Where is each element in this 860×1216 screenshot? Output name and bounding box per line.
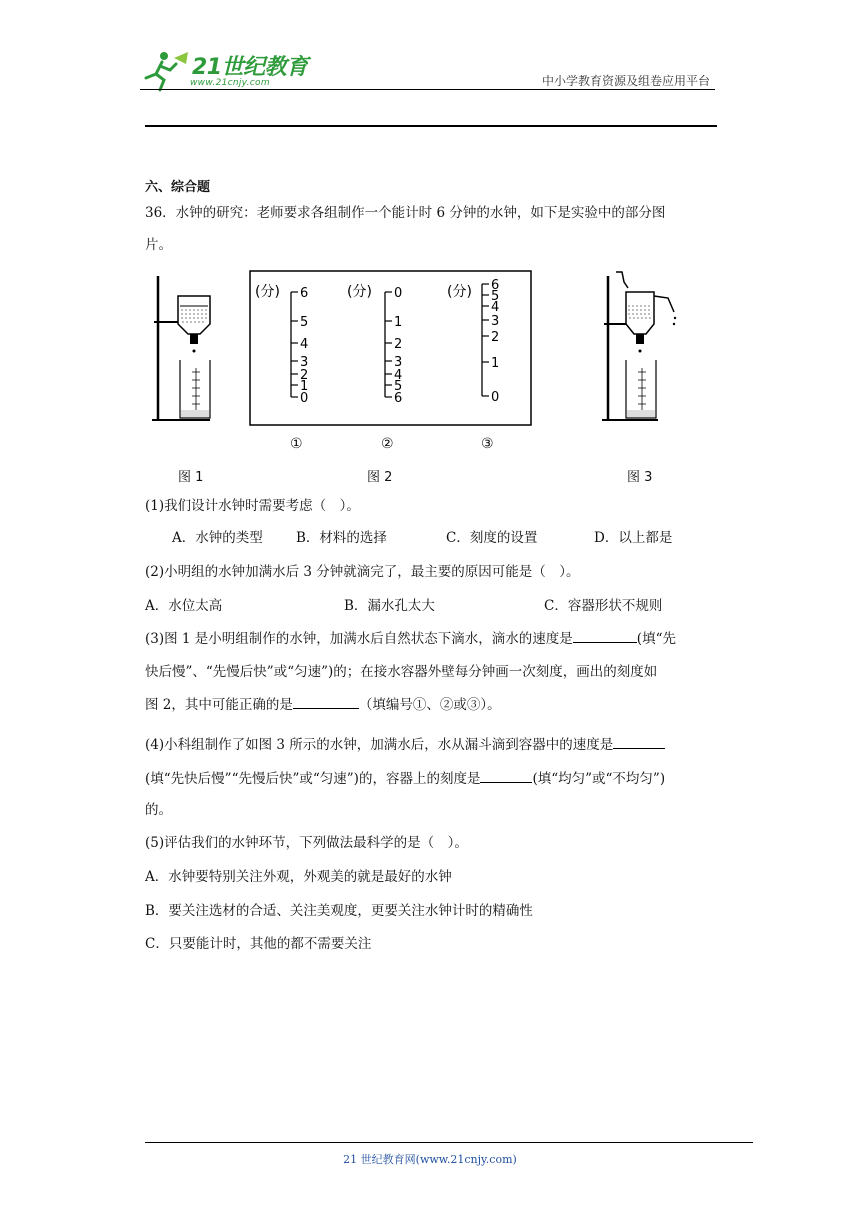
scale-2-tick-label: 6: [394, 391, 403, 406]
question-intro-line2: 片。: [145, 237, 172, 253]
scale-1-tick-label: 6: [300, 286, 309, 301]
scale-3-tick-label: 6: [491, 278, 500, 293]
scale-2-tick-label: 4: [394, 368, 403, 383]
circle-1: ①: [290, 436, 303, 452]
q4-line3: 的。: [145, 802, 172, 818]
circle-2: ②: [381, 436, 394, 452]
scale3-unit: (分): [447, 284, 472, 300]
scale-3-tick-label: 1: [491, 356, 500, 371]
q1-option-c: C．刻度的设置: [446, 530, 538, 546]
scale-3-tick-label: 5: [491, 289, 500, 304]
scale-1-tick-label: 4: [300, 337, 309, 352]
q2-stem: (2)小明组的水钟加满水后 3 分钟就滴完了，最主要的原因可能是（ ）。: [145, 564, 580, 580]
scale-3-tick-label: 4: [491, 300, 500, 315]
q3-blank-2[interactable]: [293, 694, 359, 709]
scale-3-tick-label: 3: [491, 314, 500, 329]
q1-option-b: B．材料的选择: [296, 530, 387, 546]
q3-line2: 快后慢”、“先慢后快”或“匀速”)的；在接水容器外壁每分钟画一次刻度，画出的刻度如: [145, 664, 658, 680]
q4-line2-end: (填“均匀”或“不均匀”): [532, 771, 666, 787]
section-title: 六、综合题: [145, 180, 211, 195]
q3-line1-end: (填“先: [636, 631, 676, 647]
q2-option-b: B．漏水孔太大: [344, 598, 435, 614]
q3-line1-text: (3)图 1 是小明组制作的水钟，加满水后自然状态下滴水，滴水的速度是: [145, 631, 573, 647]
scale-1-tick-label: 0: [300, 391, 309, 406]
scale-1-tick-label: 5: [300, 315, 309, 330]
logo-text: 21世纪教育: [192, 55, 308, 80]
q1-option-a: A．水钟的类型: [172, 530, 263, 546]
scale-1-tick-label: 1: [300, 379, 309, 394]
scale-3-tick-label: 0: [491, 390, 500, 405]
footer-text: 21 世纪教育网(www.21cnjy.com): [343, 1153, 517, 1166]
q2-option-a: A．水位太高: [145, 598, 223, 614]
figure-1: [150, 272, 225, 424]
figure-2: [249, 270, 532, 426]
scale-2-tick-label: 0: [394, 286, 403, 301]
scale1-unit: (分): [255, 284, 280, 300]
footer-rule: [145, 1142, 753, 1143]
scale-2-tick-label: 2: [394, 337, 403, 352]
circle-3: ③: [481, 436, 494, 452]
q3-line3-end: （填编号①、②或③）。: [358, 697, 501, 713]
q1-stem: (1)我们设计水钟时需要考虑（ ）。: [145, 498, 360, 514]
q5-stem: (5)评估我们的水钟环节，下列做法最科学的是（ ）。: [145, 835, 468, 851]
q4-line1: [145, 730, 720, 760]
question-intro-line1: 36．水钟的研究：老师要求各组制作一个能计时 6 分钟的水钟，如下是实验中的部分图: [145, 205, 666, 221]
scale-3-tick-label: 2: [491, 330, 500, 345]
q3-blank-1[interactable]: [573, 628, 637, 643]
logo-url: www.21cnjy.com: [190, 78, 270, 88]
figure-3: [598, 268, 688, 424]
q4-blank-1[interactable]: [613, 734, 665, 749]
q3-line1: [145, 624, 720, 654]
q4-line2: [145, 764, 720, 794]
scale-2-tick-label: 1: [394, 315, 403, 330]
header-rule-2: [145, 125, 717, 127]
scale-2-tick-label: 3: [394, 355, 403, 370]
fig1-label: 图 1: [178, 470, 204, 485]
q4-line2-text: (填“先快后慢”“先慢后快”或“匀速”)的，容器上的刻度是: [145, 771, 481, 787]
q3-line3-text: 图 2，其中可能正确的是: [145, 697, 293, 713]
fig2-label: 图 2: [367, 470, 393, 485]
q4-blank-2[interactable]: [480, 768, 532, 783]
q1-option-d: D．以上都是: [594, 530, 673, 546]
q2-option-c: C．容器形状不规则: [544, 598, 663, 614]
q5-option-b: B．要关注选材的合适、关注美观度，更要关注水钟计时的精确性: [145, 903, 533, 919]
scale-1-tick-label: 2: [300, 368, 309, 383]
platform-title: 中小学教育资源及组卷应用平台: [541, 74, 710, 88]
q5-option-a: A．水钟要特别关注外观，外观美的就是最好的水钟: [145, 869, 452, 885]
scale2-unit: (分): [347, 284, 372, 300]
scale-2-tick-label: 5: [394, 379, 403, 394]
scale-1-tick-label: 3: [300, 355, 309, 370]
q3-line3: [145, 690, 720, 720]
q5-option-c: C．只要能计时，其他的都不需要关注: [145, 936, 372, 952]
fig3-label: 图 3: [627, 470, 653, 485]
header-rule: [140, 89, 715, 90]
q4-line1-text: (4)小科组制作了如图 3 所示的水钟，加满水后，水从漏斗滴到容器中的速度是: [145, 737, 614, 753]
